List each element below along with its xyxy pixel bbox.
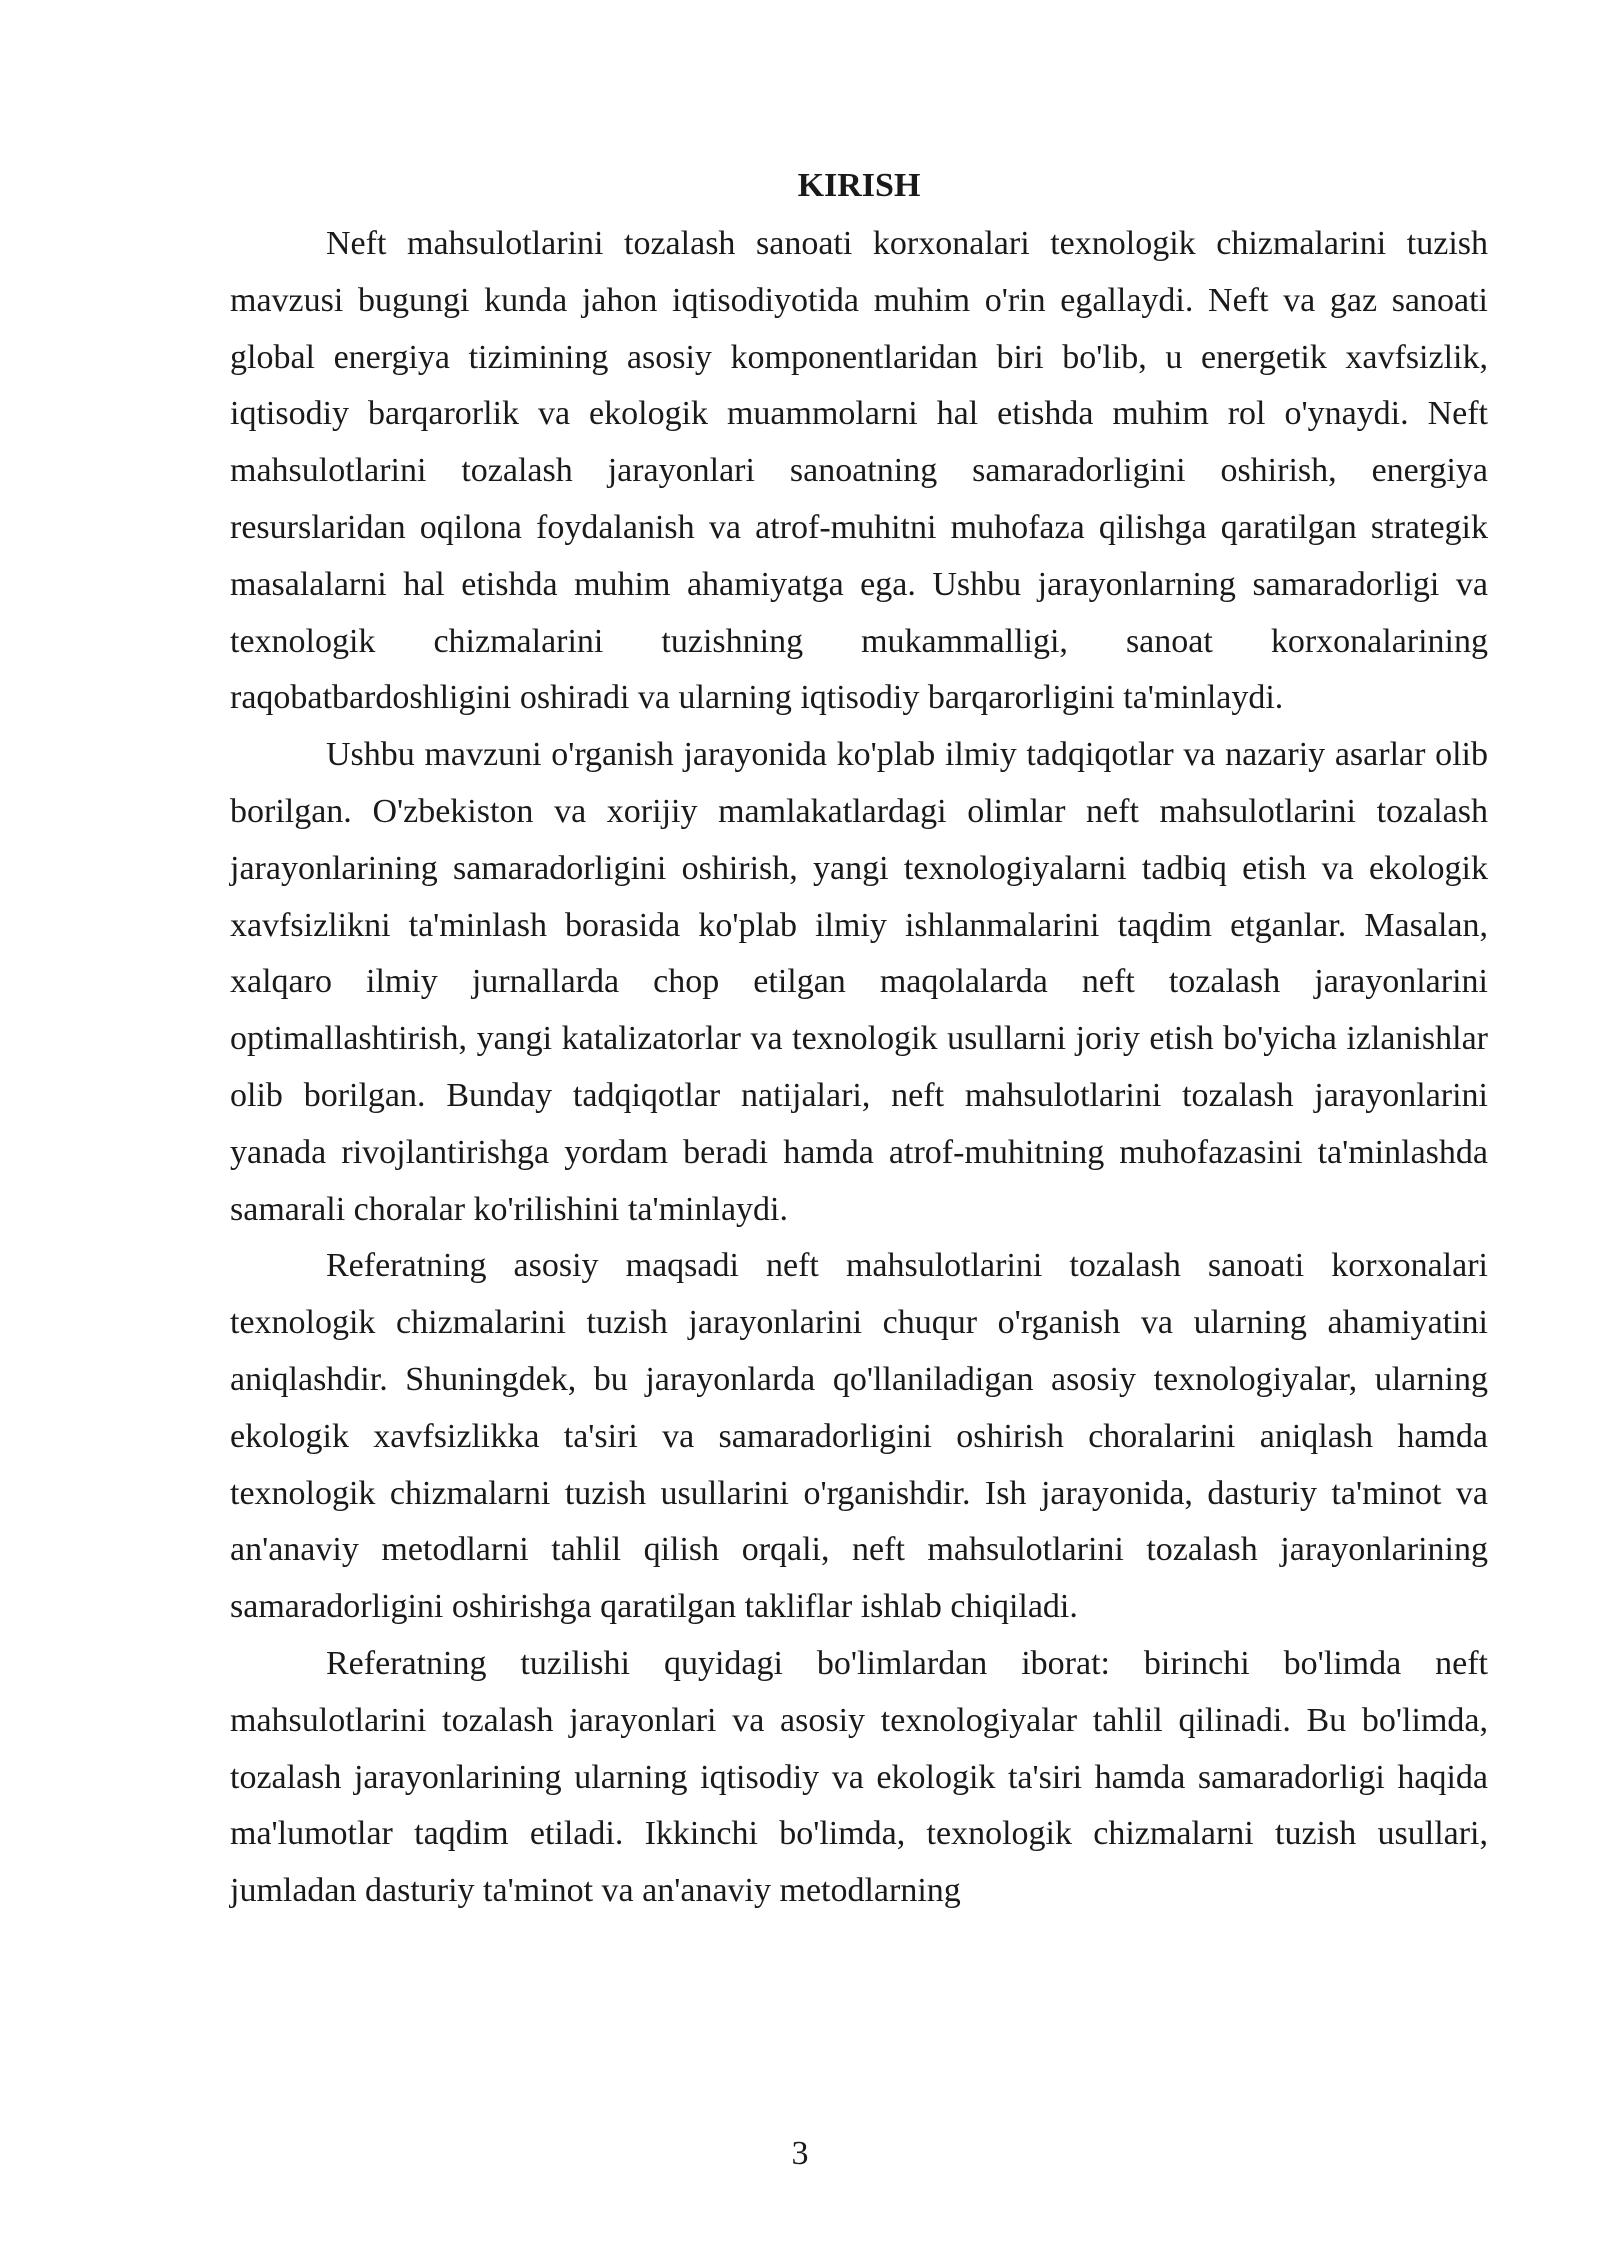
paragraph-4: Referatning tuzilishi quyidagi bo'limlardan iborat: birinchi bo'limda neft mahsulotlarini tozalash jarayonlari va asosiy texnologiyalar tahlil qilinadi. Bu bo'limda, tozalash jarayonlarining ularning iqtisodiy va ekologik ta'siri hamda samaradorligi haqida ma'lumotlar taqdim etiladi. Ikkinchi bo'limda, texnologik chizmalarni tuzish usullari, jumladan dasturiy ta'minot va an'anaviy metodlarning (230, 1644, 1488, 1910)
page-content (230, 160, 1488, 1920)
paragraph-3: Referatning asosiy maqsadi neft mahsulotlarini tozalash sanoati korxonalari texnologik chizmalarini tuzish jarayonlarini chuqur o'rganish va ularning ahamiyatini aniqlashdir. Shuningdek, bu jarayonlarda qo'llaniladigan asosiy texnologiyalar, ularning ekologik xavfsizlikka ta'siri va samaradorligini oshirish choralarini aniqlash hamda texnologik chizmalarni tuzish usullarini o'rganishdir. Ish jarayonida, dasturiy ta'minot va an'anaviy metodlarni tahlil qilish orqali, neft mahsulotlarini tozalash jarayonlarining samaradorligini oshirishga qaratilgan takliflar ishlab chiqiladi. (230, 1247, 1488, 1626)
page-number: 3 (791, 2135, 809, 2172)
paragraph-2: Ushbu mavzuni o'rganish jarayonida ko'plab ilmiy tadqiqotlar va nazariy asarlar olib borilgan. O'zbekiston va xorijiy mamlakatlardagi olimlar neft mahsulotlarini tozalash jarayonlarining samaradorligini oshirish, yangi texnologiyalarni tadbiq etish va ekologik xavfsizlikni ta'minlash borasida ko'plab ilmiy ishlanmalarini taqdim etganlar. Masalan, xalqaro ilmiy jurnallarda chop etilgan maqolalarda neft tozalash jarayonlarini optimallashtirish, yangi katalizatorlar va texnologik usullarni joriy etish bo'yicha izlanishlar olib borilgan. Bunday tadqiqotlar natijalari, neft mahsulotlarini tozalash jarayonlarini yanada rivojlantirishga yordam beradi hamda atrof-muhitning muhofazasini ta'minlashda samarali choralar ko'rilishini ta'minlaydi. (230, 736, 1488, 1228)
page-title: KIRISH (797, 167, 921, 204)
paragraph-1: Neft mahsulotlarini tozalash sanoati korxonalari texnologik chizmalarini tuzish mavzusi bugungi kunda jahon iqtisodiyotida muhim o'rin egallaydi. Neft va gaz sanoati global energiya tizimining asosiy komponentlaridan biri bo'lib, u energetik xavfsizlik, iqtisodiy barqarorlik va ekologik muammolarni hal etishda muhim rol o'ynaydi. Neft mahsulotlarini tozalash jarayonlari sanoatning samaradorligini oshirish, energiya resurslaridan oqilona foydalanish va atrof-muhitni muhofaza qilishga qaratilgan strategik masalalarni hal etishda muhim ahamiyatga ega. Ushbu jarayonlarning samaradorligi va texnologik chizmalarini tuzishning mukammalligi, sanoat korxonalarining raqobatbardoshligini oshiradi va ularning iqtisodiy barqarorligini ta'minlaydi. (230, 225, 1488, 717)
